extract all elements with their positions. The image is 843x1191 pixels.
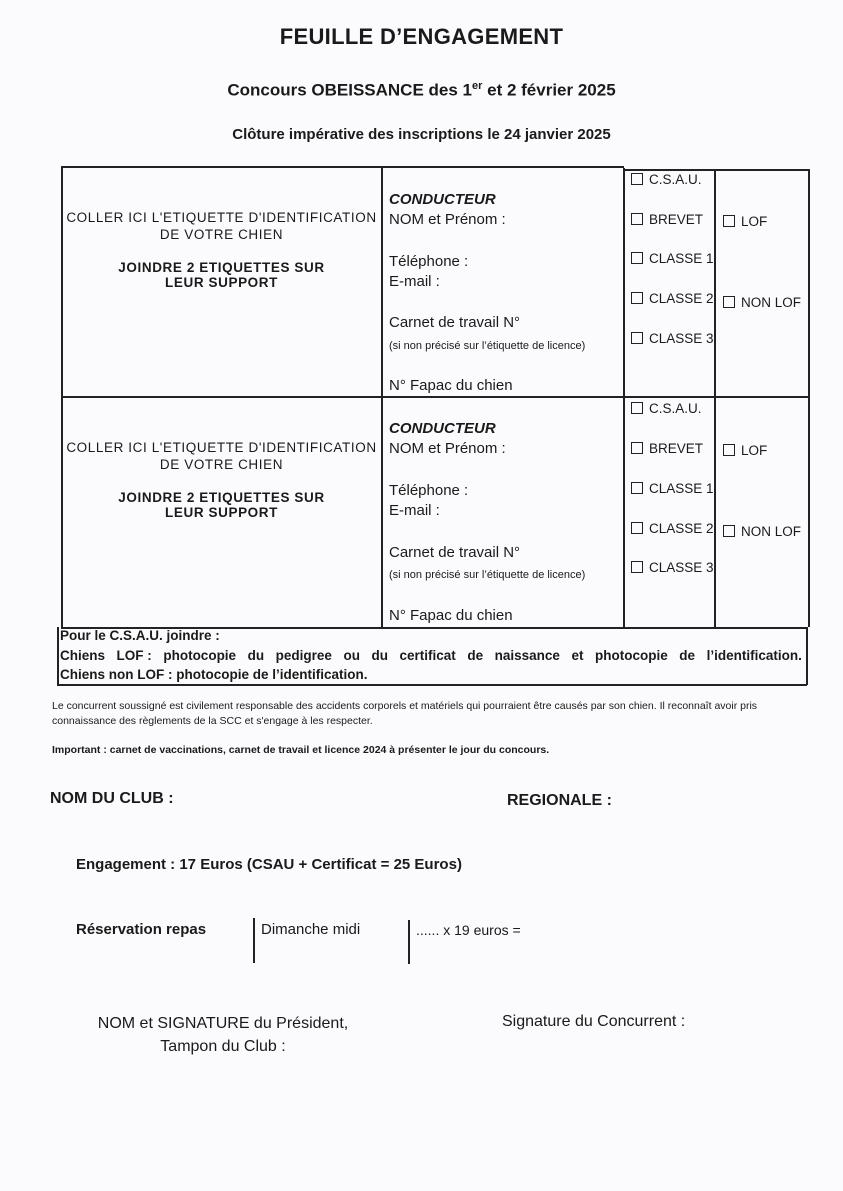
meal-quantity-field[interactable]: ...... x 19 euros = xyxy=(416,922,521,938)
meal-option-sunday: Dimanche midi xyxy=(261,921,361,938)
registration-deadline: Clôture impérative des inscriptions le 24 janvier 2025 xyxy=(232,126,611,143)
csau-non-lof-requirement: Chiens non LOF : photocopie de l’identification. xyxy=(60,667,368,682)
join-labels-instruction: LEUR SUPPORT xyxy=(165,505,278,520)
join-labels-instruction: JOINDRE 2 ETIQUETTES SUR xyxy=(118,260,325,275)
checkbox-icon[interactable] xyxy=(723,525,735,537)
checkbox-csau[interactable]: C.S.A.U. xyxy=(631,401,702,416)
competitor-signature-label[interactable]: Signature du Concurrent : xyxy=(502,1013,686,1030)
csau-word: photocopie xyxy=(163,648,237,663)
checkbox-icon[interactable] xyxy=(631,482,643,494)
page-title: FEUILLE D’ENGAGEMENT xyxy=(279,24,564,49)
csau-word: de xyxy=(679,648,696,663)
fapac-field-label[interactable]: N° Fapac du chien xyxy=(389,607,513,624)
checkbox-icon[interactable] xyxy=(631,292,643,304)
checkbox-icon[interactable] xyxy=(631,213,643,225)
table-border-top xyxy=(61,166,624,168)
join-labels-instruction: JOINDRE 2 ETIQUETTES SUR xyxy=(118,490,325,505)
liability-disclaimer: Le concurrent soussigné est civilement responsable des accidents corporels et matériels qui pourraient être causés par son chien. Il reconnaît avoir pris connaissance des règlements de la SCC et s'engage à les respecter. xyxy=(52,700,758,727)
csau-box-right xyxy=(806,627,808,685)
checkbox-icon[interactable] xyxy=(631,442,643,454)
entry-fee: Engagement : 17 Euros (CSAU + Certificat = 25 Euros) xyxy=(76,856,462,873)
phone-field-label[interactable]: Téléphone : xyxy=(389,482,469,499)
table-col-divider-3 xyxy=(714,169,716,627)
csau-word: LOF : xyxy=(116,648,152,663)
email-field-label[interactable]: E-mail : xyxy=(389,273,440,290)
meal-divider xyxy=(253,918,255,963)
work-book-field-label[interactable]: Carnet de travail N° xyxy=(389,314,521,331)
work-book-note: (si non précisé sur l’étiquette de licence) xyxy=(389,340,586,352)
name-field-label[interactable]: NOM et Prénom : xyxy=(389,211,506,228)
checkbox-csau[interactable]: C.S.A.U. xyxy=(631,172,702,187)
csau-box-left xyxy=(57,627,59,685)
csau-word: du xyxy=(371,648,388,663)
csau-lof-requirement xyxy=(60,648,802,663)
csau-word: de xyxy=(467,648,484,663)
table-col-divider-2 xyxy=(623,168,625,627)
club-stamp-line: Tampon du Club : xyxy=(160,1038,286,1055)
president-signature-line: NOM et SIGNATURE du Président, xyxy=(97,1015,349,1032)
checkbox-classe-2[interactable]: CLASSE 2 xyxy=(631,521,714,536)
regional-label[interactable]: REGIONALE : xyxy=(507,792,612,809)
checkbox-non-lof[interactable]: NON LOF xyxy=(723,295,801,310)
president-signature-label[interactable] xyxy=(88,1012,358,1058)
csau-word: certificat xyxy=(399,648,456,663)
conducteur-heading: CONDUCTEUR xyxy=(389,420,496,437)
label-instruction: DE VOTRE CHIEN xyxy=(159,457,284,472)
email-field-label[interactable]: E-mail : xyxy=(389,502,440,519)
table-border-right xyxy=(808,169,810,627)
dog-label-area xyxy=(62,440,381,520)
checkbox-brevet[interactable]: BREVET xyxy=(631,212,703,227)
checkbox-icon[interactable] xyxy=(723,444,735,456)
checkbox-classe-3[interactable]: CLASSE 3 xyxy=(631,331,714,346)
checkbox-classe-1[interactable]: CLASSE 1 xyxy=(631,251,714,266)
csau-heading: Pour le C.S.A.U. joindre : xyxy=(60,628,220,643)
subtitle-superscript: er xyxy=(472,80,483,92)
csau-word: du xyxy=(247,648,265,663)
table-row-divider xyxy=(61,396,810,398)
checkbox-icon[interactable] xyxy=(631,332,643,344)
csau-word: Chiens xyxy=(60,648,106,663)
checkbox-icon[interactable] xyxy=(631,402,643,414)
label-instruction: COLLER ICI L'ETIQUETTE D'IDENTIFICATION xyxy=(66,210,377,225)
checkbox-classe-3[interactable]: CLASSE 3 xyxy=(631,560,714,575)
csau-word: ou xyxy=(343,648,360,663)
csau-word: photocopie xyxy=(595,648,668,663)
csau-word: et xyxy=(571,648,584,663)
label-instruction: DE VOTRE CHIEN xyxy=(159,227,284,242)
checkbox-classe-1[interactable]: CLASSE 1 xyxy=(631,481,714,496)
csau-word: pedigree xyxy=(275,648,332,663)
phone-field-label[interactable]: Téléphone : xyxy=(389,253,469,270)
conducteur-heading: CONDUCTEUR xyxy=(389,191,496,208)
checkbox-icon[interactable] xyxy=(631,522,643,534)
meal-reservation-label: Réservation repas xyxy=(76,921,207,938)
checkbox-icon[interactable] xyxy=(631,173,643,185)
checkbox-icon[interactable] xyxy=(631,252,643,264)
csau-box-bottom xyxy=(57,684,807,686)
checkbox-lof[interactable]: LOF xyxy=(723,214,767,229)
checkbox-classe-2[interactable]: CLASSE 2 xyxy=(631,291,714,306)
join-labels-instruction: LEUR SUPPORT xyxy=(165,275,278,290)
dog-label-area xyxy=(62,210,381,290)
checkbox-icon[interactable] xyxy=(723,215,735,227)
csau-word: naissance xyxy=(494,648,560,663)
checkbox-icon[interactable] xyxy=(631,561,643,573)
fapac-field-label[interactable]: N° Fapac du chien xyxy=(389,377,513,394)
table-col-divider-1 xyxy=(381,166,383,627)
checkbox-non-lof[interactable]: NON LOF xyxy=(723,524,801,539)
work-book-note: (si non précisé sur l’étiquette de licence) xyxy=(389,569,586,581)
csau-word: l’identification. xyxy=(706,648,802,663)
label-instruction: COLLER ICI L'ETIQUETTE D'IDENTIFICATION xyxy=(66,440,377,455)
subtitle-text-start: Concours OBEISSANCE des 1 xyxy=(227,80,472,100)
important-notice: Important : carnet de vaccinations, carnet de travail et licence 2024 à présenter le jour du concours. xyxy=(52,744,550,756)
checkbox-lof[interactable]: LOF xyxy=(723,443,767,458)
table-border-top-right xyxy=(624,169,810,171)
club-name-label[interactable]: NOM DU CLUB : xyxy=(50,790,174,807)
checkbox-brevet[interactable]: BREVET xyxy=(631,441,703,456)
competition-subtitle xyxy=(0,80,843,101)
name-field-label[interactable]: NOM et Prénom : xyxy=(389,440,506,457)
work-book-field-label[interactable]: Carnet de travail N° xyxy=(389,544,521,561)
subtitle-text-end: et 2 février 2025 xyxy=(482,80,616,100)
checkbox-icon[interactable] xyxy=(723,296,735,308)
meal-divider xyxy=(408,920,410,964)
